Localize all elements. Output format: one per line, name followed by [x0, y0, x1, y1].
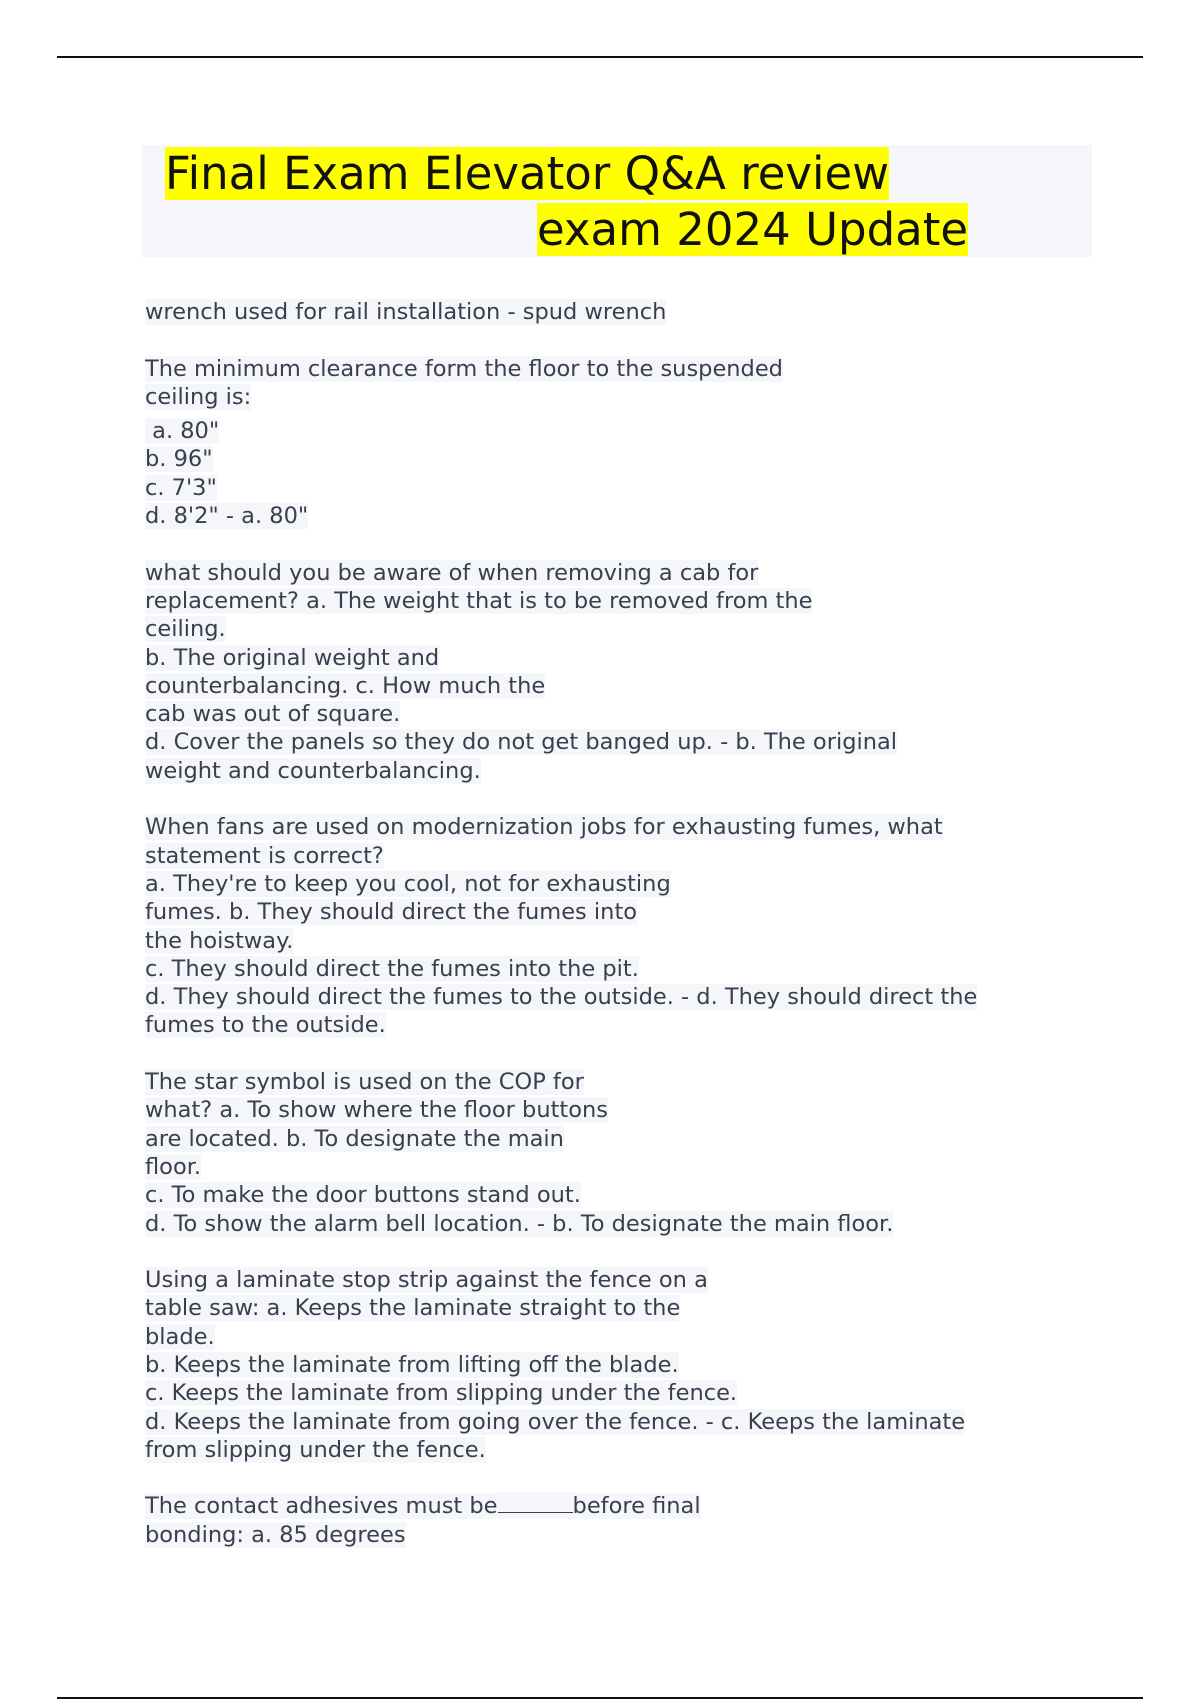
qa-line: d. Cover the panels so they do not get banged up. - b. The original [145, 729, 898, 756]
qa-line: bonding: a. 85 degrees [145, 1521, 406, 1548]
qa-line: the hoistway. [145, 927, 294, 954]
qa-line: floor. [145, 1153, 202, 1180]
qa-line: table saw: a. Keeps the laminate straight to the [145, 1295, 681, 1322]
qa-line: replacement? a. The weight that is to be removed from the [145, 587, 813, 614]
qa-line: wrench used for rail installation - spud wrench [145, 299, 667, 325]
qa-item [145, 298, 1065, 326]
qa-line: The minimum clearance form the floor to the suspended [145, 355, 783, 382]
qa-line: c. They should direct the fumes into the pit. [145, 955, 639, 982]
qa-line: from slipping under the fence. [145, 1436, 486, 1463]
qa-line: d. To show the alarm bell location. - b. To designate the main floor. [145, 1210, 894, 1237]
qa-item [145, 1266, 1065, 1464]
qa-line: c. To make the door buttons stand out. [145, 1182, 581, 1209]
bottom-rule [57, 1697, 1143, 1699]
qa-line: what? a. To show where the floor buttons [145, 1097, 608, 1124]
qa-option: a. 80" [145, 418, 220, 445]
qa-line: blade. [145, 1323, 215, 1350]
document-title-line-2: exam 2024 Update [537, 203, 969, 256]
qa-line: d. Keeps the laminate from going over the fence. - c. Keeps the laminate [145, 1408, 966, 1435]
qa-line: weight and counterbalancing. [145, 757, 481, 784]
qa-item [145, 1492, 1065, 1549]
qa-content [145, 298, 1065, 1549]
qa-line: a. They're to keep you cool, not for exhausting [145, 870, 671, 897]
qa-line: d. They should direct the fumes to the outside. - d. They should direct the [145, 984, 978, 1011]
qa-line: are located. b. To designate the main [145, 1125, 564, 1152]
qa-line: fumes to the outside. [145, 1012, 386, 1039]
qa-line: ceiling is: [145, 383, 252, 410]
qa-line: The star symbol is used on the COP for [145, 1069, 584, 1096]
qa-item [145, 355, 1065, 531]
document-title-line-1: Final Exam Elevator Q&A review [165, 147, 890, 200]
qa-option: d. 8'2" - a. 80" [145, 503, 309, 530]
qa-line: counterbalancing. c. How much the [145, 672, 546, 699]
qa-line: b. Keeps the laminate from lifting off the blade. [145, 1351, 679, 1378]
top-rule [57, 56, 1143, 58]
qa-line: cab was out of square. [145, 701, 401, 728]
qa-item [145, 813, 1065, 1039]
qa-option: b. 96" [145, 446, 213, 473]
qa-line: c. Keeps the laminate from slipping under the fence. [145, 1380, 738, 1407]
qa-line: Using a laminate stop strip against the fence on a [145, 1267, 708, 1294]
qa-line: statement is correct? [145, 842, 384, 869]
qa-option: c. 7'3" [145, 474, 217, 501]
qa-item [145, 559, 1065, 785]
qa-item [145, 1068, 1065, 1238]
qa-line: fumes. b. They should direct the fumes into [145, 899, 638, 926]
qa-line: ceiling. [145, 616, 226, 643]
qa-line: The contact adhesives must be before final [145, 1493, 701, 1520]
qa-line: When fans are used on modernization jobs for exhausting fumes, what [145, 814, 943, 841]
answer-blank [498, 1492, 573, 1513]
qa-line: b. The original weight and [145, 644, 440, 671]
qa-line: what should you be aware of when removing a cab for [145, 559, 759, 586]
